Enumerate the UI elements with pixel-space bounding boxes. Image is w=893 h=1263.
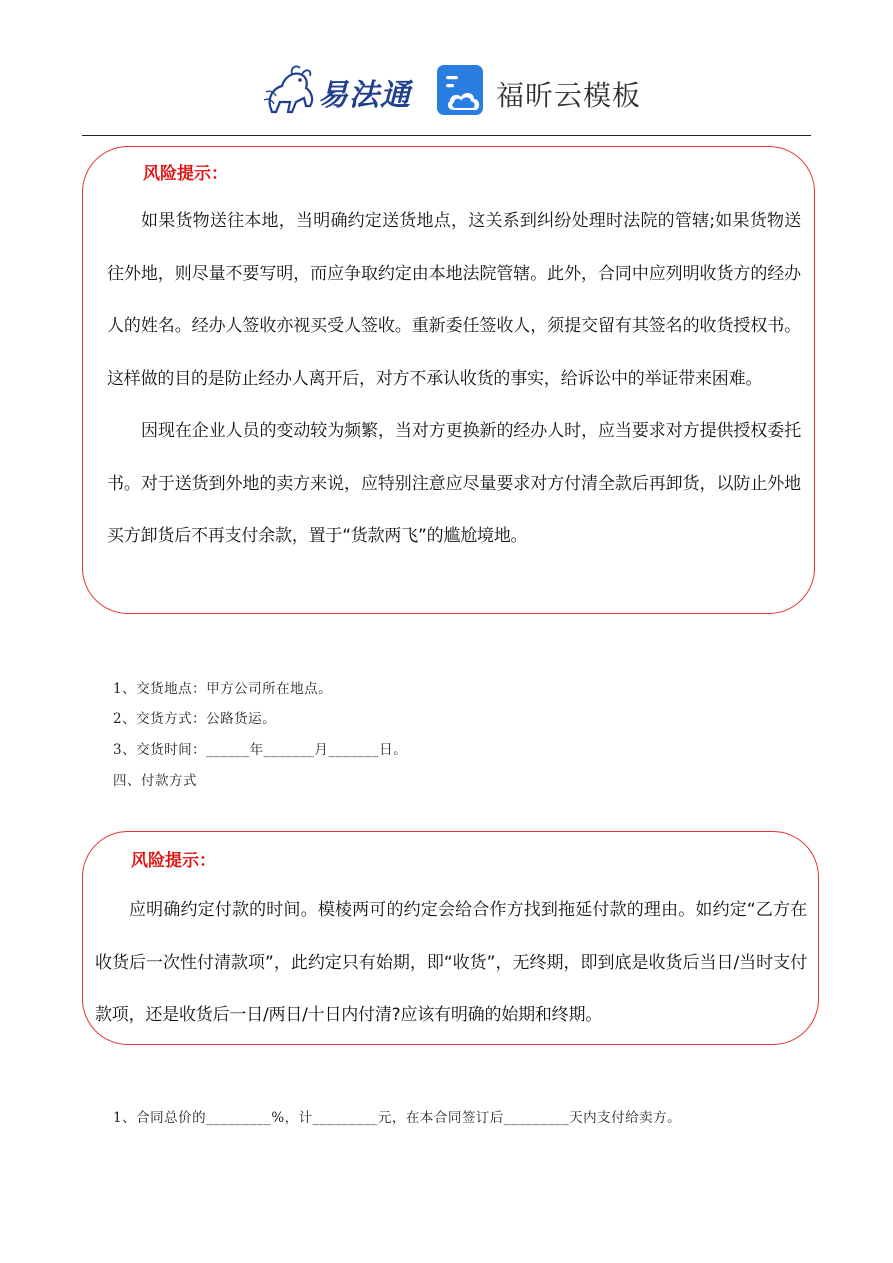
section-heading-payment: 四、付款方式 — [113, 773, 197, 789]
page-header — [0, 58, 893, 122]
fuxin-logo-text: 福昕云模板 — [496, 79, 642, 112]
risk-notice-body — [95, 884, 807, 1042]
clause-delivery-method: 2、交货方式：公路货运。 — [113, 711, 277, 727]
risk-notice-paragraph: 如果货物送往本地，当明确约定送货地点，这关系到纠纷处理时法院的管辖;如果货物送往外地，则尽量不要写明，而应争取约定由本地法院管辖。此外，合同中应列明收货方的经办人的姓名。经办人签收亦视买受人签收。重新委任签收人，须提交留有其签名的收货授权书。这样做的目的是防止经办人离开后，对方不承认收货的事实，给诉讼中的举证带来困难。 — [107, 211, 801, 389]
risk-notice-title: 风险提示： — [143, 164, 228, 184]
risk-notice-paragraph: 因现在企业人员的变动较为频繁，当对方更换新的经办人时，应当要求对方提供授权委托书。对于送货到外地的卖方来说，应特别注意应尽量要求对方付清全款后再卸货，以防止外地买方卸货后不再支付余款，置于“货款两飞”的尴尬境地。 — [107, 421, 801, 546]
risk-notice-title: 风险提示： — [131, 851, 216, 871]
yifatong-logo — [262, 62, 414, 118]
cloud-document-icon — [436, 64, 488, 116]
fuxin-template-logo — [436, 64, 642, 118]
risk-notice-box-payment — [82, 831, 819, 1045]
risk-notice-box-delivery — [82, 146, 815, 614]
yifatong-logo-text: 易法通 — [318, 78, 411, 113]
clause-delivery-place: 1、交货地点：甲方公司所在地点。 — [113, 681, 333, 697]
qilin-seal-icon — [262, 62, 320, 118]
header-divider — [82, 135, 811, 136]
risk-notice-paragraph: 应明确约定付款的时间。模棱两可的约定会给合作方找到拖延付款的理由。如约定“乙方在收货后一次性付清款项”，此约定只有始期，即“收货”，无终期，即到底是收货后当日/当时支付款项，还是收货后一日/两日/十日内付清?应该有明确的始期和终期。 — [95, 900, 807, 1025]
clause-payment-amount: 1、合同总价的_________%，计_________元，在本合同签订后_________天内支付给卖方。 — [113, 1110, 682, 1126]
clause-delivery-time: 3、交货时间：______年_______月_______日。 — [113, 742, 408, 758]
risk-notice-body — [107, 195, 801, 563]
